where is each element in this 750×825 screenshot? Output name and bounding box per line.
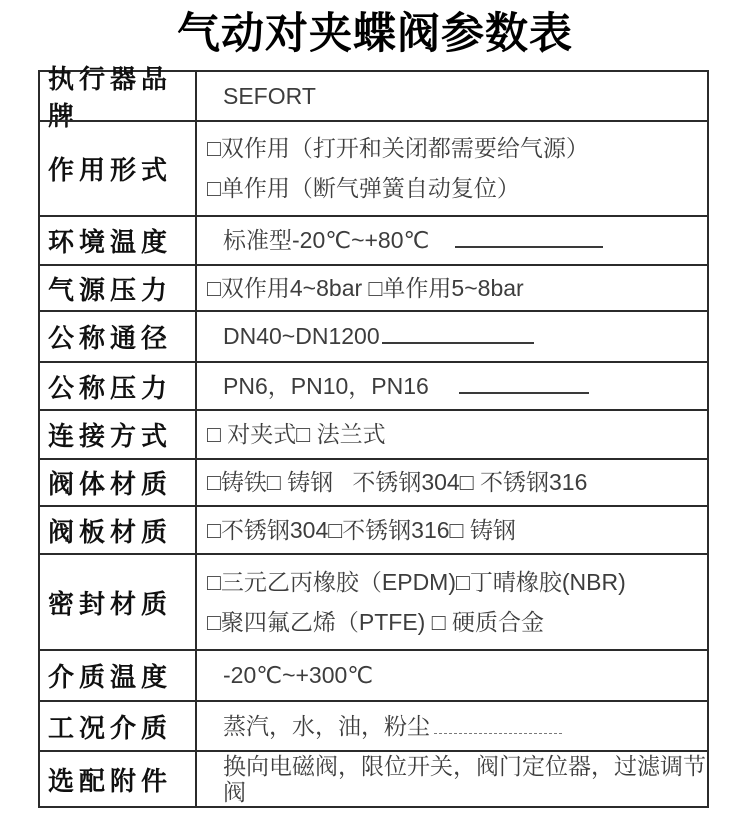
row-content — [197, 555, 707, 649]
row-content — [197, 702, 707, 750]
row-value: □聚四氟乙烯（PTFE) □ 硬质合金 — [207, 608, 545, 635]
row-label: 公称通径 — [40, 312, 197, 361]
table-row-optional-accessories — [40, 750, 707, 806]
spec-table — [38, 64, 709, 808]
row-content — [197, 507, 707, 553]
row-label: 选配附件 — [40, 752, 197, 806]
row-label: 作用形式 — [40, 122, 197, 215]
row-label: 气源压力 — [40, 266, 197, 310]
row-value: PN6，PN10，PN16 — [207, 373, 707, 399]
table-row-nominal-pressure — [40, 361, 707, 409]
row-label: 阀体材质 — [40, 460, 197, 505]
row-value: □三元乙丙橡胶（EPDM)□丁晴橡胶(NBR) — [207, 568, 626, 595]
row-label: 密封材质 — [40, 555, 197, 649]
blank-underline — [455, 242, 603, 248]
row-value: □不锈钢304□不锈钢316□ 铸钢 — [207, 516, 516, 543]
table-row-ambient-temperature — [40, 215, 707, 264]
row-content — [197, 217, 707, 264]
row-value: 蒸汽，水，油，粉尘 — [207, 713, 707, 739]
row-label: 环境温度 — [40, 217, 197, 264]
row-value: 标准型-20℃~+80℃ — [207, 227, 707, 253]
table-row-body-material — [40, 458, 707, 505]
blank-underline — [382, 338, 534, 344]
row-label: 阀板材质 — [40, 507, 197, 553]
row-label: 介质温度 — [40, 651, 197, 700]
table-row-connection-type — [40, 409, 707, 458]
row-content — [197, 460, 707, 505]
row-content — [197, 411, 707, 458]
row-label: 执行器品牌 — [40, 72, 197, 120]
row-value: □双作用（打开和关闭都需要给气源） — [207, 135, 589, 162]
row-value: 换向电磁阀，限位开关，阀门定位器，过滤调节阀 — [223, 752, 706, 805]
table-row-actuator-brand — [40, 64, 707, 131]
table-row-nominal-diameter — [40, 310, 707, 361]
row-value: -20℃~+300℃ — [223, 662, 374, 689]
table-row-working-medium — [40, 700, 707, 750]
table-row-seal-material — [40, 553, 707, 649]
row-value: □铸铁□ 铸钢 不锈钢304□ 不锈钢316 — [207, 469, 588, 496]
row-value: □双作用4~8bar □单作用5~8bar — [207, 274, 524, 301]
row-content — [197, 312, 707, 361]
blank-underline — [434, 729, 562, 734]
row-content — [197, 752, 707, 806]
row-content — [197, 651, 707, 700]
table-row-disc-material — [40, 505, 707, 553]
row-value: □单作用（断气弹簧自动复位） — [207, 175, 520, 202]
row-label: 公称压力 — [40, 363, 197, 409]
row-label: 工况介质 — [40, 702, 197, 750]
row-content — [197, 122, 707, 215]
row-label: 连接方式 — [40, 411, 197, 458]
blank-underline — [459, 388, 589, 394]
row-content — [197, 72, 707, 120]
page-title: 气动对夹蝶阀参数表 — [177, 10, 573, 58]
row-content — [197, 363, 707, 409]
table-row-air-supply-pressure — [40, 264, 707, 310]
row-content — [197, 266, 707, 310]
row-value: SEFORT — [223, 82, 316, 109]
table-row-medium-temperature — [40, 649, 707, 700]
row-value: □ 对夹式□ 法兰式 — [207, 421, 386, 448]
table-row-action-type — [40, 120, 707, 215]
row-value: DN40~DN1200 — [207, 323, 707, 349]
